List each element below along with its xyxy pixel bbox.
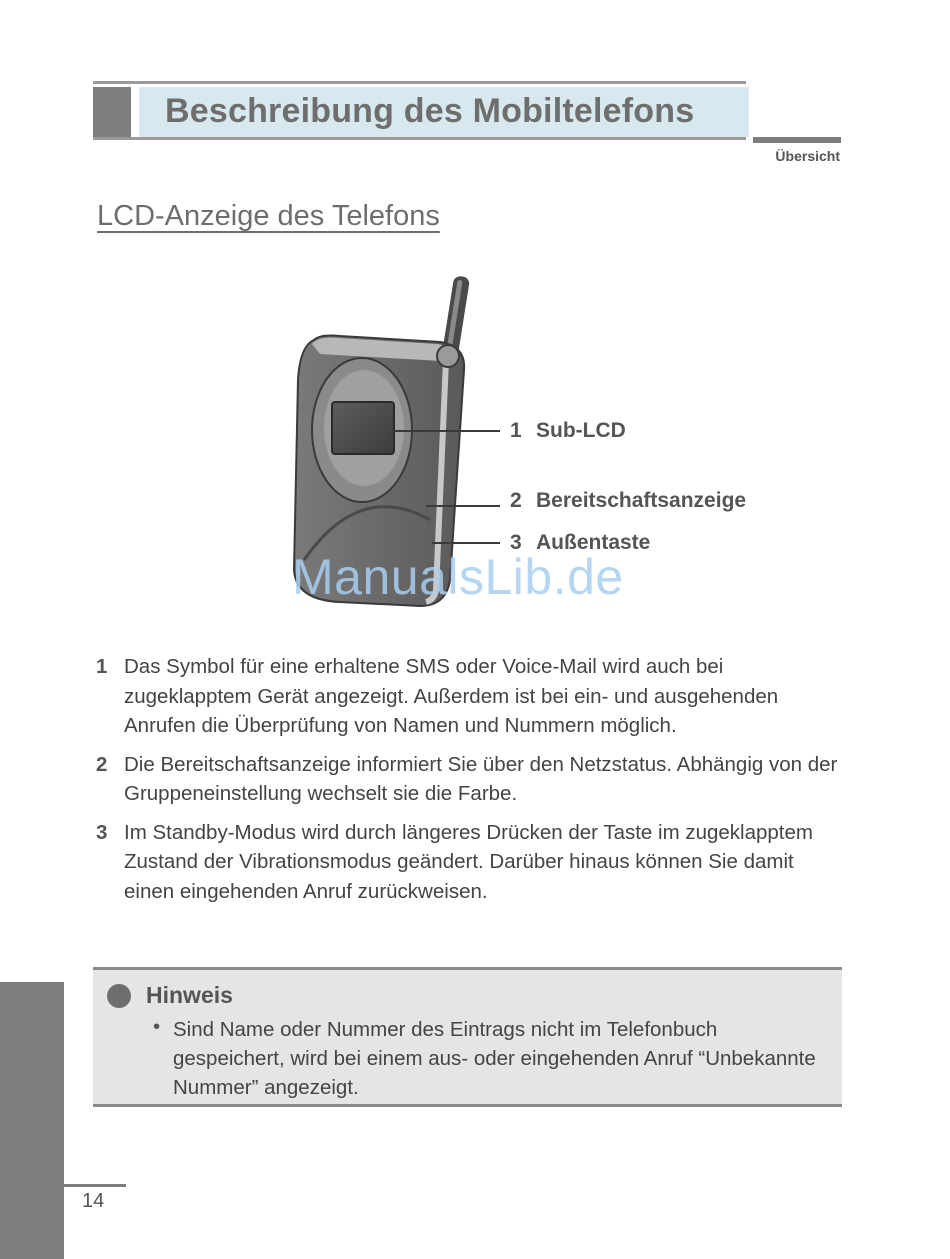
callout-number: 3 [510,531,522,554]
header-bottom-rule [93,137,746,140]
header-square-marker [93,87,131,137]
page-number: 14 [82,1190,105,1212]
item-text: Im Standby-Modus wird durch längeres Drücken der Taste im zugeklapptem Zustand der Vibrationsmodus geändert. Darüber hinaus können Sie damit einen eingehenden Anruf zurückweisen. [124,820,813,903]
callout-label: Sub-LCD [536,419,626,442]
item-text: Die Bereitschaftsanzeige informiert Sie über den Netzstatus. Abhängig von der Gruppeneinstellung wechselt sie die Farbe. [124,752,838,805]
list-item [96,750,846,809]
list-item [96,818,846,907]
note-list-bullet: • [153,1015,161,1038]
note-text: Sind Name oder Nummer des Eintrags nicht im Telefonbuch gespeichert, wird bei einem aus- oder eingehenden Anruf “Unbekannte Nummer” angezeigt. [173,1018,816,1099]
chapter-side-tab [0,982,64,1259]
header-top-rule [93,81,746,84]
section-label: Übersicht [775,148,840,164]
item-number: 3 [96,820,108,844]
note-box [93,967,842,1107]
watermark: ManualsLib.de [292,549,624,605]
list-item [96,652,846,741]
callout-label: Außentaste [536,531,651,554]
description-list [96,652,846,915]
note-title: Hinweis [146,982,233,1008]
callout-number: 1 [510,419,522,442]
callout-number: 2 [510,489,522,512]
item-number: 1 [96,655,108,678]
item-number: 2 [96,752,108,776]
callout-sub-lcd [510,419,626,443]
item-text: Das Symbol für eine erhaltene SMS oder Voice-Mail wird auch bei zugeklapptem Gerät angezeigt. Außerdem ist bei ein- und ausgehenden Anrufen die Überprüfung von Namen und Nummern möglich. [124,655,779,737]
note-bullet-icon [107,984,131,1008]
sub-lcd-screen [332,402,394,454]
page-title: Beschreibung des Mobiltelefons [165,92,695,130]
footer-rule [64,1184,126,1187]
callout-standby-indicator [510,489,746,513]
section-marker-bar [753,137,841,143]
section-heading: LCD-Anzeige des Telefons [97,200,440,232]
callout-label: Bereitschaftsanzeige [536,489,747,512]
